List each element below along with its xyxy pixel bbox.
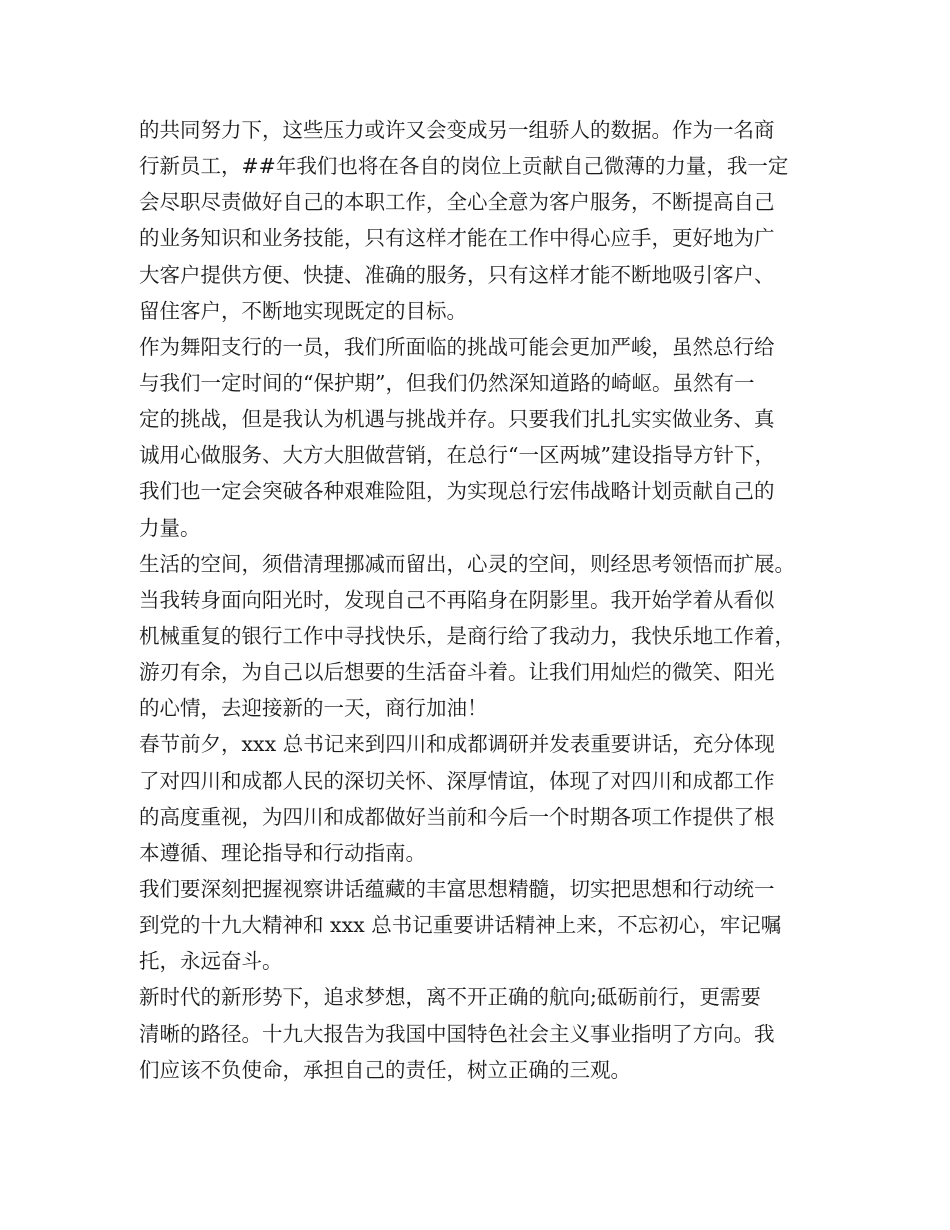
text-line: 的高度重视，为四川和成都做好当前和今后一个时期各项工作提供了根 <box>139 804 775 829</box>
paragraph-3 <box>139 546 839 727</box>
paragraph-5 <box>139 871 839 979</box>
text-line: 行新员工，##年我们也将在各自的岗位上贡献自己微薄的力量，我一定 <box>139 154 789 179</box>
paragraph-4 <box>139 726 839 871</box>
text-line: 清晰的路径。十九大报告为我国中国特色社会主义事业指明了方向。我 <box>139 1021 775 1046</box>
paragraph-6 <box>139 979 839 1087</box>
text-line: 们应该不负使命，承担自己的责任，树立正确的三观。 <box>139 1057 631 1082</box>
text-line: 的心情，去迎接新的一天，商行加油！ <box>139 696 488 721</box>
text-line: 托，永远奋斗。 <box>139 949 283 974</box>
text-line: 了对四川和成都人民的深切关怀、深厚情谊，体现了对四川和成都工作 <box>139 768 775 793</box>
text-line: 我们也一定会突破各种艰难险阻，为实现总行宏伟战略计划贡献自己的 <box>139 479 775 504</box>
text-line: 大客户提供方便、快捷、准确的服务，只有这样才能不断地吸引客户、 <box>139 262 775 287</box>
text-line: 我们要深刻把握视察讲话蕴藏的丰富思想精髓，切实把思想和行动统一 <box>139 876 775 901</box>
text-line: 的共同努力下，这些压力或许又会变成另一组骄人的数据。作为一名商 <box>139 118 775 142</box>
text-line: 当我转身面向阳光时，发现自己不再陷身在阴影里。我开始学着从看似 <box>139 587 775 612</box>
text-line: 到党的十九大精神和 xxx 总书记重要讲话精神上来，不忘初心，牢记嘱 <box>139 913 782 938</box>
text-line: 游刃有余，为自己以后想要的生活奋斗着。让我们用灿烂的微笑、阳光 <box>139 660 775 685</box>
paragraph-2 <box>139 329 839 546</box>
text-line: 新时代的新形势下，追求梦想，离不开正确的航向;砥砺前行，更需要 <box>139 985 761 1010</box>
text-line: 与我们一定时间的“保护期”，但我们仍然深知道路的崎岖。虽然有一 <box>139 370 755 395</box>
text-line: 春节前夕，xxx 总书记来到四川和成都调研并发表重要讲话，充分体现 <box>139 732 775 757</box>
text-line: 定的挑战，但是我认为机遇与挑战并存。只要我们扎扎实实做业务、真 <box>139 407 775 432</box>
text-line: 本遵循、理论指导和行动指南。 <box>139 840 426 865</box>
text-line: 诚用心做服务、大方大胆做营销，在总行“一区两城”建设指导方针下， <box>139 443 775 468</box>
text-line: 留住客户，不断地实现既定的目标。 <box>139 298 467 323</box>
paragraph-1 <box>139 112 839 329</box>
text-line: 力量。 <box>139 515 201 540</box>
text-line: 作为舞阳支行的一员，我们所面临的挑战可能会更加严峻，虽然总行给 <box>139 334 775 359</box>
text-line: 机械重复的银行工作中寻找快乐，是商行给了我动力，我快乐地工作着， <box>139 623 795 648</box>
text-line: 生活的空间，须借清理挪减而留出，心灵的空间，则经思考领悟而扩展。 <box>139 551 795 576</box>
text-line: 的业务知识和业务技能，只有这样才能在工作中得心应手，更好地为广 <box>139 226 775 251</box>
text-line: 会尽职尽责做好自己的本职工作，全心全意为客户服务，不断提高自己 <box>139 190 775 215</box>
document-body <box>139 112 839 1088</box>
